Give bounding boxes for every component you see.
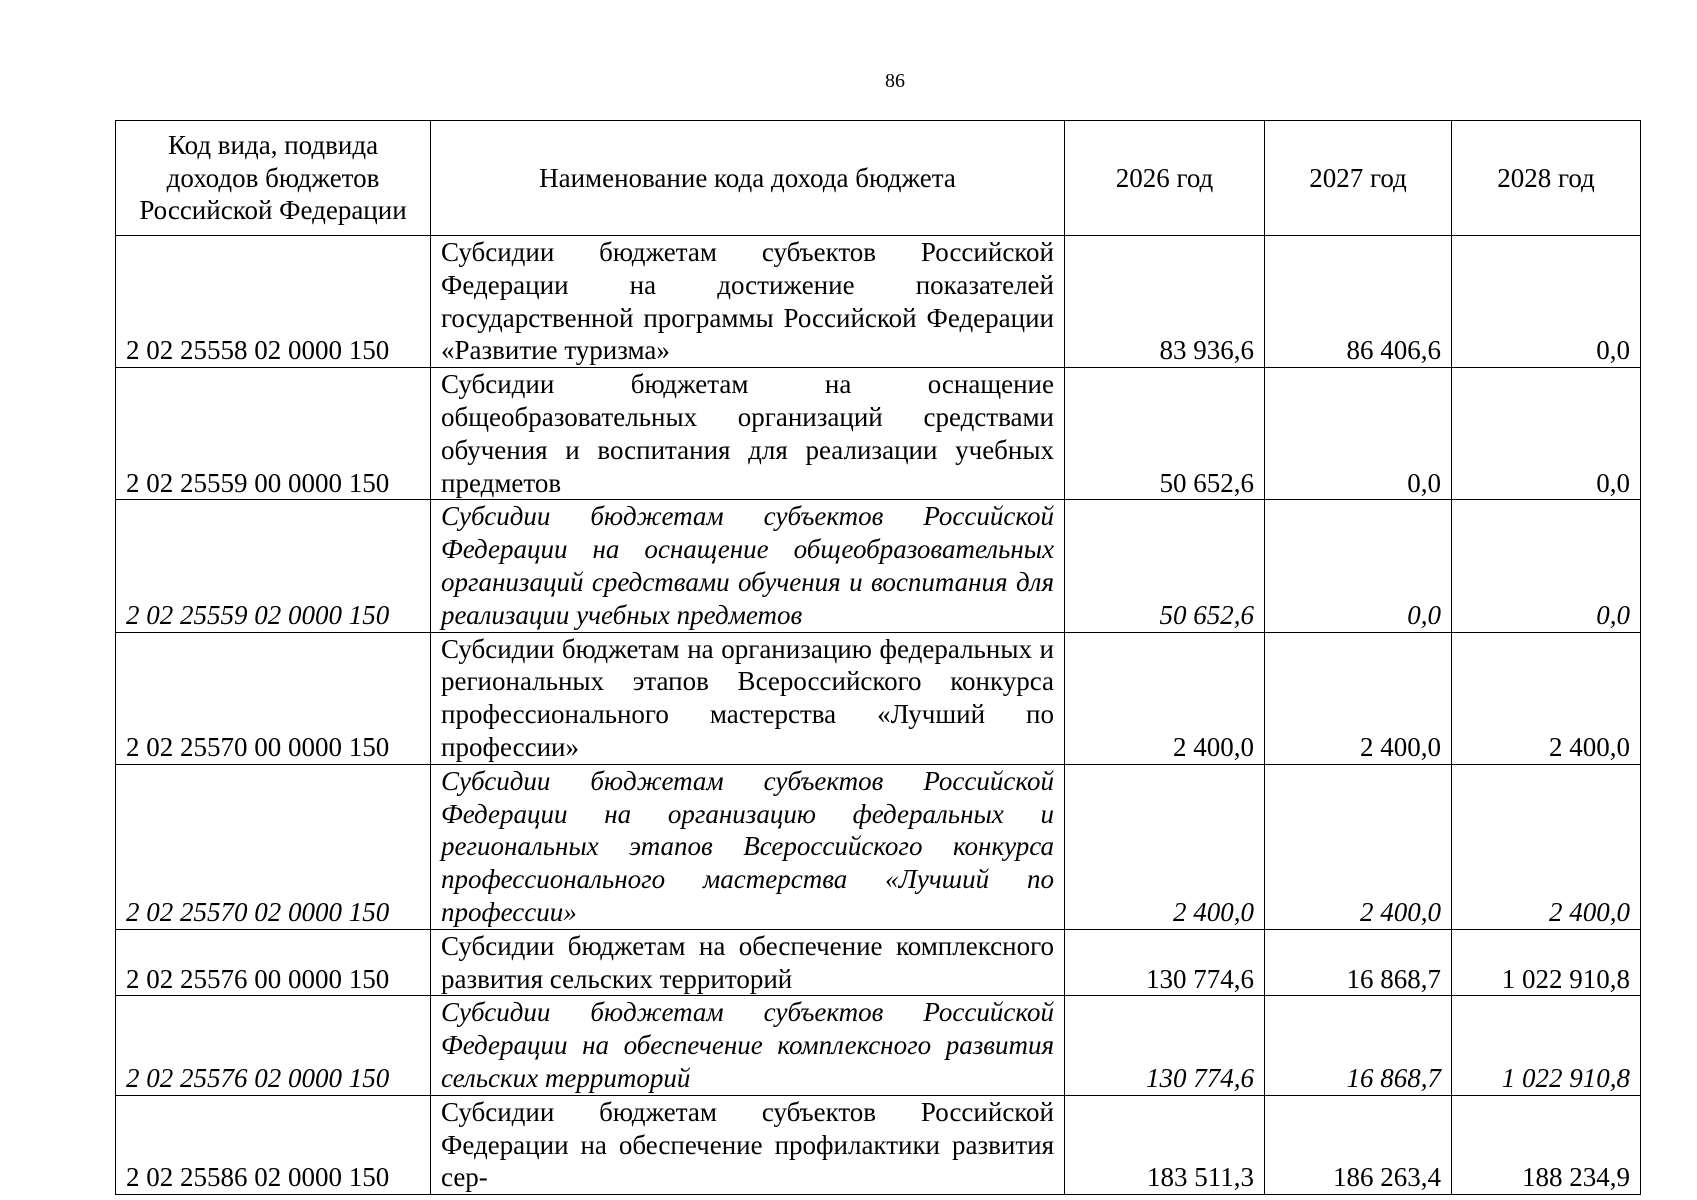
cell-2026: 83 936,6 [1065, 236, 1265, 368]
cell-code: 2 02 25576 00 0000 150 [116, 929, 431, 996]
cell-2026: 50 652,6 [1065, 500, 1265, 632]
cell-name: Субсидии бюджетам субъектов Российской Федерации на достижение показателей государственной программы Российской Федерации «Развитие туризма» [431, 236, 1065, 368]
header-name: Наименование кода дохода бюджета [431, 121, 1065, 236]
cell-2028: 188 234,9 [1452, 1095, 1641, 1194]
table-row [116, 368, 1641, 500]
cell-code: 2 02 25576 02 0000 150 [116, 996, 431, 1095]
header-2028: 2028 год [1452, 121, 1641, 236]
cell-name: Субсидии бюджетам на оснащение общеобразовательных организаций средствами обучения и воспитания для реализации учебных предметов [431, 368, 1065, 500]
cell-2028: 0,0 [1452, 500, 1641, 632]
header-code: Код вида, подвида доходов бюджетов Российской Федерации [116, 121, 431, 236]
cell-code: 2 02 25586 02 0000 150 [116, 1095, 431, 1194]
page-number: 86 [885, 70, 905, 92]
table-row [116, 929, 1641, 996]
cell-2028: 0,0 [1452, 368, 1641, 500]
table-row [116, 236, 1641, 368]
cell-2027: 16 868,7 [1265, 996, 1452, 1095]
cell-name: Субсидии бюджетам на обеспечение комплексного развития сельских территорий [431, 929, 1065, 996]
cell-code: 2 02 25559 00 0000 150 [116, 368, 431, 500]
cell-2028: 2 400,0 [1452, 632, 1641, 764]
cell-2026: 130 774,6 [1065, 996, 1265, 1095]
cell-code: 2 02 25559 02 0000 150 [116, 500, 431, 632]
cell-2027: 2 400,0 [1265, 632, 1452, 764]
table-row [116, 1095, 1641, 1194]
cell-2027: 186 263,4 [1265, 1095, 1452, 1194]
cell-code: 2 02 25570 00 0000 150 [116, 632, 431, 764]
cell-name: Субсидии бюджетам субъектов Российской Федерации на организацию федеральных и региональных этапов Всероссийского конкурса профессионального мастерства «Лучший по профессии» [431, 764, 1065, 929]
cell-2027: 0,0 [1265, 500, 1452, 632]
cell-name: Субсидии бюджетам субъектов Российской Федерации на оснащение общеобразовательных организаций средствами обучения и воспитания для реализации учебных предметов [431, 500, 1065, 632]
table-row [116, 500, 1641, 632]
cell-2026: 2 400,0 [1065, 632, 1265, 764]
cell-code: 2 02 25570 02 0000 150 [116, 764, 431, 929]
cell-2026: 130 774,6 [1065, 929, 1265, 996]
cell-2026: 183 511,3 [1065, 1095, 1265, 1194]
cell-name: Субсидии бюджетам субъектов Российской Федерации на обеспечение комплексного развития сельских территорий [431, 996, 1065, 1095]
budget-table [115, 120, 1641, 1195]
cell-2027: 86 406,6 [1265, 236, 1452, 368]
cell-2027: 16 868,7 [1265, 929, 1452, 996]
table-header-row [116, 121, 1641, 236]
cell-2028: 2 400,0 [1452, 764, 1641, 929]
cell-code: 2 02 25558 02 0000 150 [116, 236, 431, 368]
cell-name: Субсидии бюджетам на организацию федеральных и региональных этапов Всероссийского конкурса профессионального мастерства «Лучший по профессии» [431, 632, 1065, 764]
table-row [116, 996, 1641, 1095]
cell-2028: 1 022 910,8 [1452, 929, 1641, 996]
cell-2027: 2 400,0 [1265, 764, 1452, 929]
cell-2026: 50 652,6 [1065, 368, 1265, 500]
header-2027: 2027 год [1265, 121, 1452, 236]
table-row [116, 632, 1641, 764]
table-row [116, 764, 1641, 929]
cell-2028: 0,0 [1452, 236, 1641, 368]
cell-name: Субсидии бюджетам субъектов Российской Федерации на обеспечение профилактики развития сер- [431, 1095, 1065, 1194]
cell-2027: 0,0 [1265, 368, 1452, 500]
cell-2026: 2 400,0 [1065, 764, 1265, 929]
header-2026: 2026 год [1065, 121, 1265, 236]
cell-2028: 1 022 910,8 [1452, 996, 1641, 1095]
